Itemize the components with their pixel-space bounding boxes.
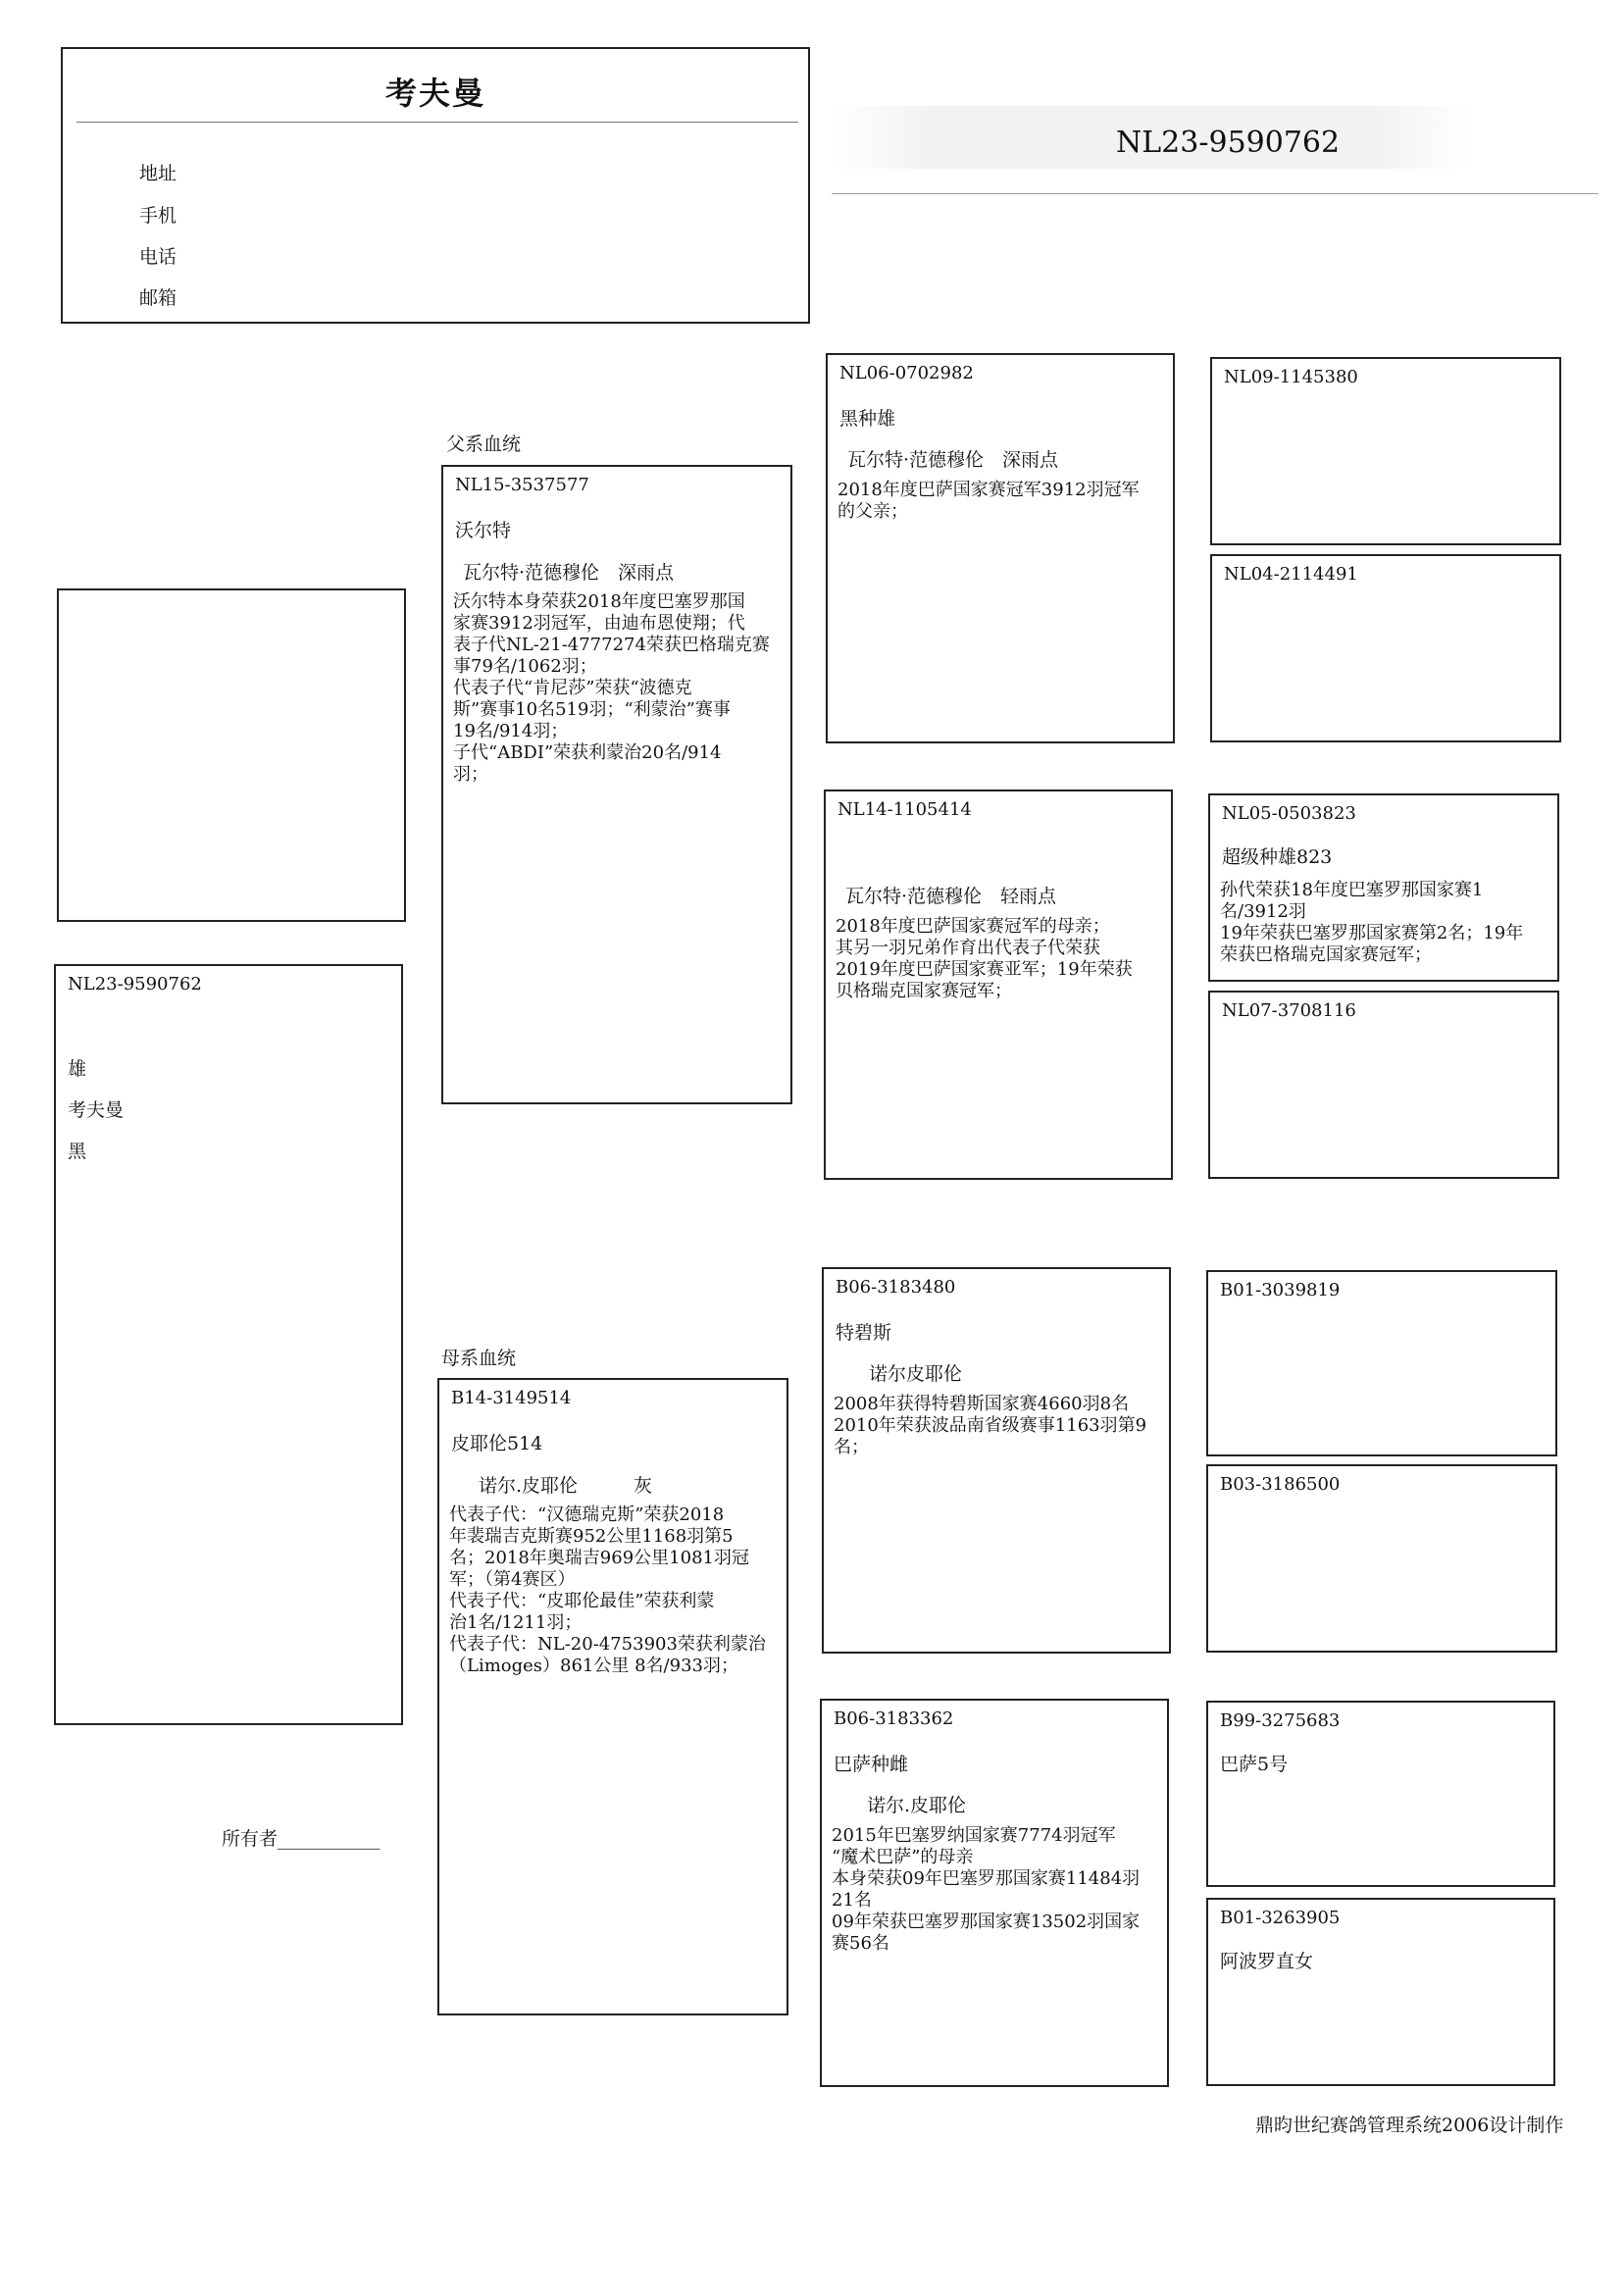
owner-signature-line: 所有者___________ bbox=[222, 1828, 381, 1850]
ggp-ring: B03-3186500 bbox=[1220, 1474, 1341, 1495]
ggp-box bbox=[1206, 1701, 1555, 1887]
subject-color: 黑 bbox=[68, 1141, 87, 1162]
ggp-box bbox=[1210, 357, 1561, 545]
ggp-notes: 孙代荣获18年度巴塞罗那国家赛1 名/3912羽 19年荣获巴塞罗那国家赛第2名；19年 荣获巴格瑞克国家赛冠军； bbox=[1220, 880, 1524, 965]
dam-notes: 代表子代：“汉德瑞克斯”荣获2018 年裴瑞吉克斯赛952公里1168羽第5 名；2018年奥瑞吉969公里1081羽冠 军；（第4赛区） 代表子代：“皮耶伦最佳”荣获利蒙 治1名/1211羽； 代表子代：NL-20-4753903荣获利蒙治 （Limoges）861公里 8名/933羽； bbox=[449, 1504, 766, 1676]
dam-dam-notes: 2015年巴塞罗纳国家赛7774羽冠军 “魔术巴萨”的母亲 本身荣获09年巴塞罗那国家赛11484羽 21名 09年荣获巴塞罗那国家赛13502羽国家 赛56名 bbox=[832, 1825, 1141, 1954]
ggp-box bbox=[1208, 793, 1559, 982]
ggp-box bbox=[1206, 1898, 1555, 2086]
ggp-ring: NL07-3708116 bbox=[1222, 1000, 1356, 1021]
sire-sire-notes: 2018年度巴萨国家赛冠军3912羽冠军 的父亲； bbox=[837, 480, 1140, 522]
sire-dam-box bbox=[824, 790, 1173, 1180]
dam-dam-box bbox=[820, 1699, 1169, 2087]
dam-sire-ring: B06-3183480 bbox=[836, 1277, 956, 1298]
sire-ring: NL15-3537577 bbox=[455, 475, 589, 495]
dam-section-label: 母系血统 bbox=[441, 1348, 517, 1369]
sire-sire-ring: NL06-0702982 bbox=[839, 363, 974, 383]
footer-credit: 鼎昀世纪赛鸽管理系统2006设计制作 bbox=[1255, 2115, 1564, 2136]
sire-breeder: 瓦尔特·范德穆伦 深雨点 bbox=[463, 562, 675, 584]
dam-sire-box bbox=[822, 1267, 1171, 1654]
owner-info-box bbox=[61, 47, 810, 324]
ggp-name: 阿波罗直女 bbox=[1220, 1951, 1314, 1972]
header-ring-underline bbox=[832, 193, 1599, 194]
sire-dam-ring: NL14-1105414 bbox=[837, 799, 972, 820]
ggp-ring: NL09-1145380 bbox=[1224, 367, 1358, 387]
sire-sire-name: 黑种雄 bbox=[839, 408, 896, 430]
sire-sire-box bbox=[826, 353, 1175, 743]
subject-box bbox=[54, 964, 403, 1725]
ggp-ring: NL05-0503823 bbox=[1222, 803, 1356, 824]
dam-breeder: 诺尔.皮耶伦 灰 bbox=[479, 1475, 653, 1497]
mobile-label: 手机 bbox=[139, 205, 178, 227]
dam-ring: B14-3149514 bbox=[451, 1388, 572, 1408]
sire-dam-notes: 2018年度巴萨国家赛冠军的母亲； 其另一羽兄弟作育出代表子代荣获 2019年度巴萨国家赛亚军；19年荣获 贝格瑞克国家赛冠军； bbox=[836, 916, 1133, 1001]
dam-box bbox=[437, 1378, 788, 2015]
sire-notes: 沃尔特本身荣获2018年度巴塞罗那国 家赛3912羽冠军，由迪布恩使翔；代 表子代NL-21-4777274荣获巴格瑞克赛 事79名/1062羽； 代表子代“肯尼莎”荣获“波德克 斯”赛事10名519羽；“利蒙治”赛事 19名/914羽； 子代“ABDI”荣获利蒙治20名/914 羽； bbox=[453, 591, 770, 785]
ggp-ring: B01-3039819 bbox=[1220, 1280, 1341, 1300]
subject-sex: 雄 bbox=[68, 1058, 87, 1080]
dam-sire-breeder: 诺尔皮耶伦 bbox=[869, 1363, 963, 1385]
owner-divider bbox=[76, 122, 798, 123]
sire-dam-breeder: 瓦尔特·范德穆伦 轻雨点 bbox=[845, 886, 1057, 907]
dam-name: 皮耶伦514 bbox=[451, 1433, 543, 1454]
ggp-box bbox=[1206, 1270, 1557, 1456]
dam-sire-name: 特碧斯 bbox=[836, 1322, 892, 1344]
ggp-ring: B01-3263905 bbox=[1220, 1908, 1341, 1928]
sire-box bbox=[441, 465, 792, 1104]
dam-dam-ring: B06-3183362 bbox=[834, 1708, 954, 1729]
email-label: 邮箱 bbox=[139, 287, 178, 309]
ggp-box bbox=[1208, 991, 1559, 1179]
sire-name: 沃尔特 bbox=[455, 520, 512, 541]
subject-ring: NL23-9590762 bbox=[68, 974, 202, 994]
owner-name: 考夫曼 bbox=[384, 75, 485, 112]
dam-dam-breeder: 诺尔.皮耶伦 bbox=[867, 1795, 967, 1816]
dam-dam-name: 巴萨种雌 bbox=[834, 1754, 909, 1775]
ggp-name: 巴萨5号 bbox=[1220, 1754, 1289, 1775]
phone-label: 电话 bbox=[139, 246, 178, 268]
header-ring-number: NL23-9590762 bbox=[1116, 126, 1341, 160]
sire-section-label: 父系血统 bbox=[446, 433, 522, 455]
address-label: 地址 bbox=[139, 163, 178, 184]
photo-placeholder bbox=[57, 588, 406, 922]
dam-sire-notes: 2008年获得特碧斯国家赛4660羽8名 2010年荣获波品南省级赛事1163羽第9 名； bbox=[834, 1394, 1147, 1457]
ggp-ring: NL04-2114491 bbox=[1224, 564, 1358, 585]
subject-owner: 考夫曼 bbox=[68, 1099, 125, 1121]
ggp-box bbox=[1210, 554, 1561, 742]
ggp-box bbox=[1206, 1464, 1557, 1653]
ggp-ring: B99-3275683 bbox=[1220, 1710, 1341, 1731]
sire-sire-breeder: 瓦尔特·范德穆伦 深雨点 bbox=[847, 449, 1059, 471]
ggp-name: 超级种雄823 bbox=[1222, 846, 1333, 868]
